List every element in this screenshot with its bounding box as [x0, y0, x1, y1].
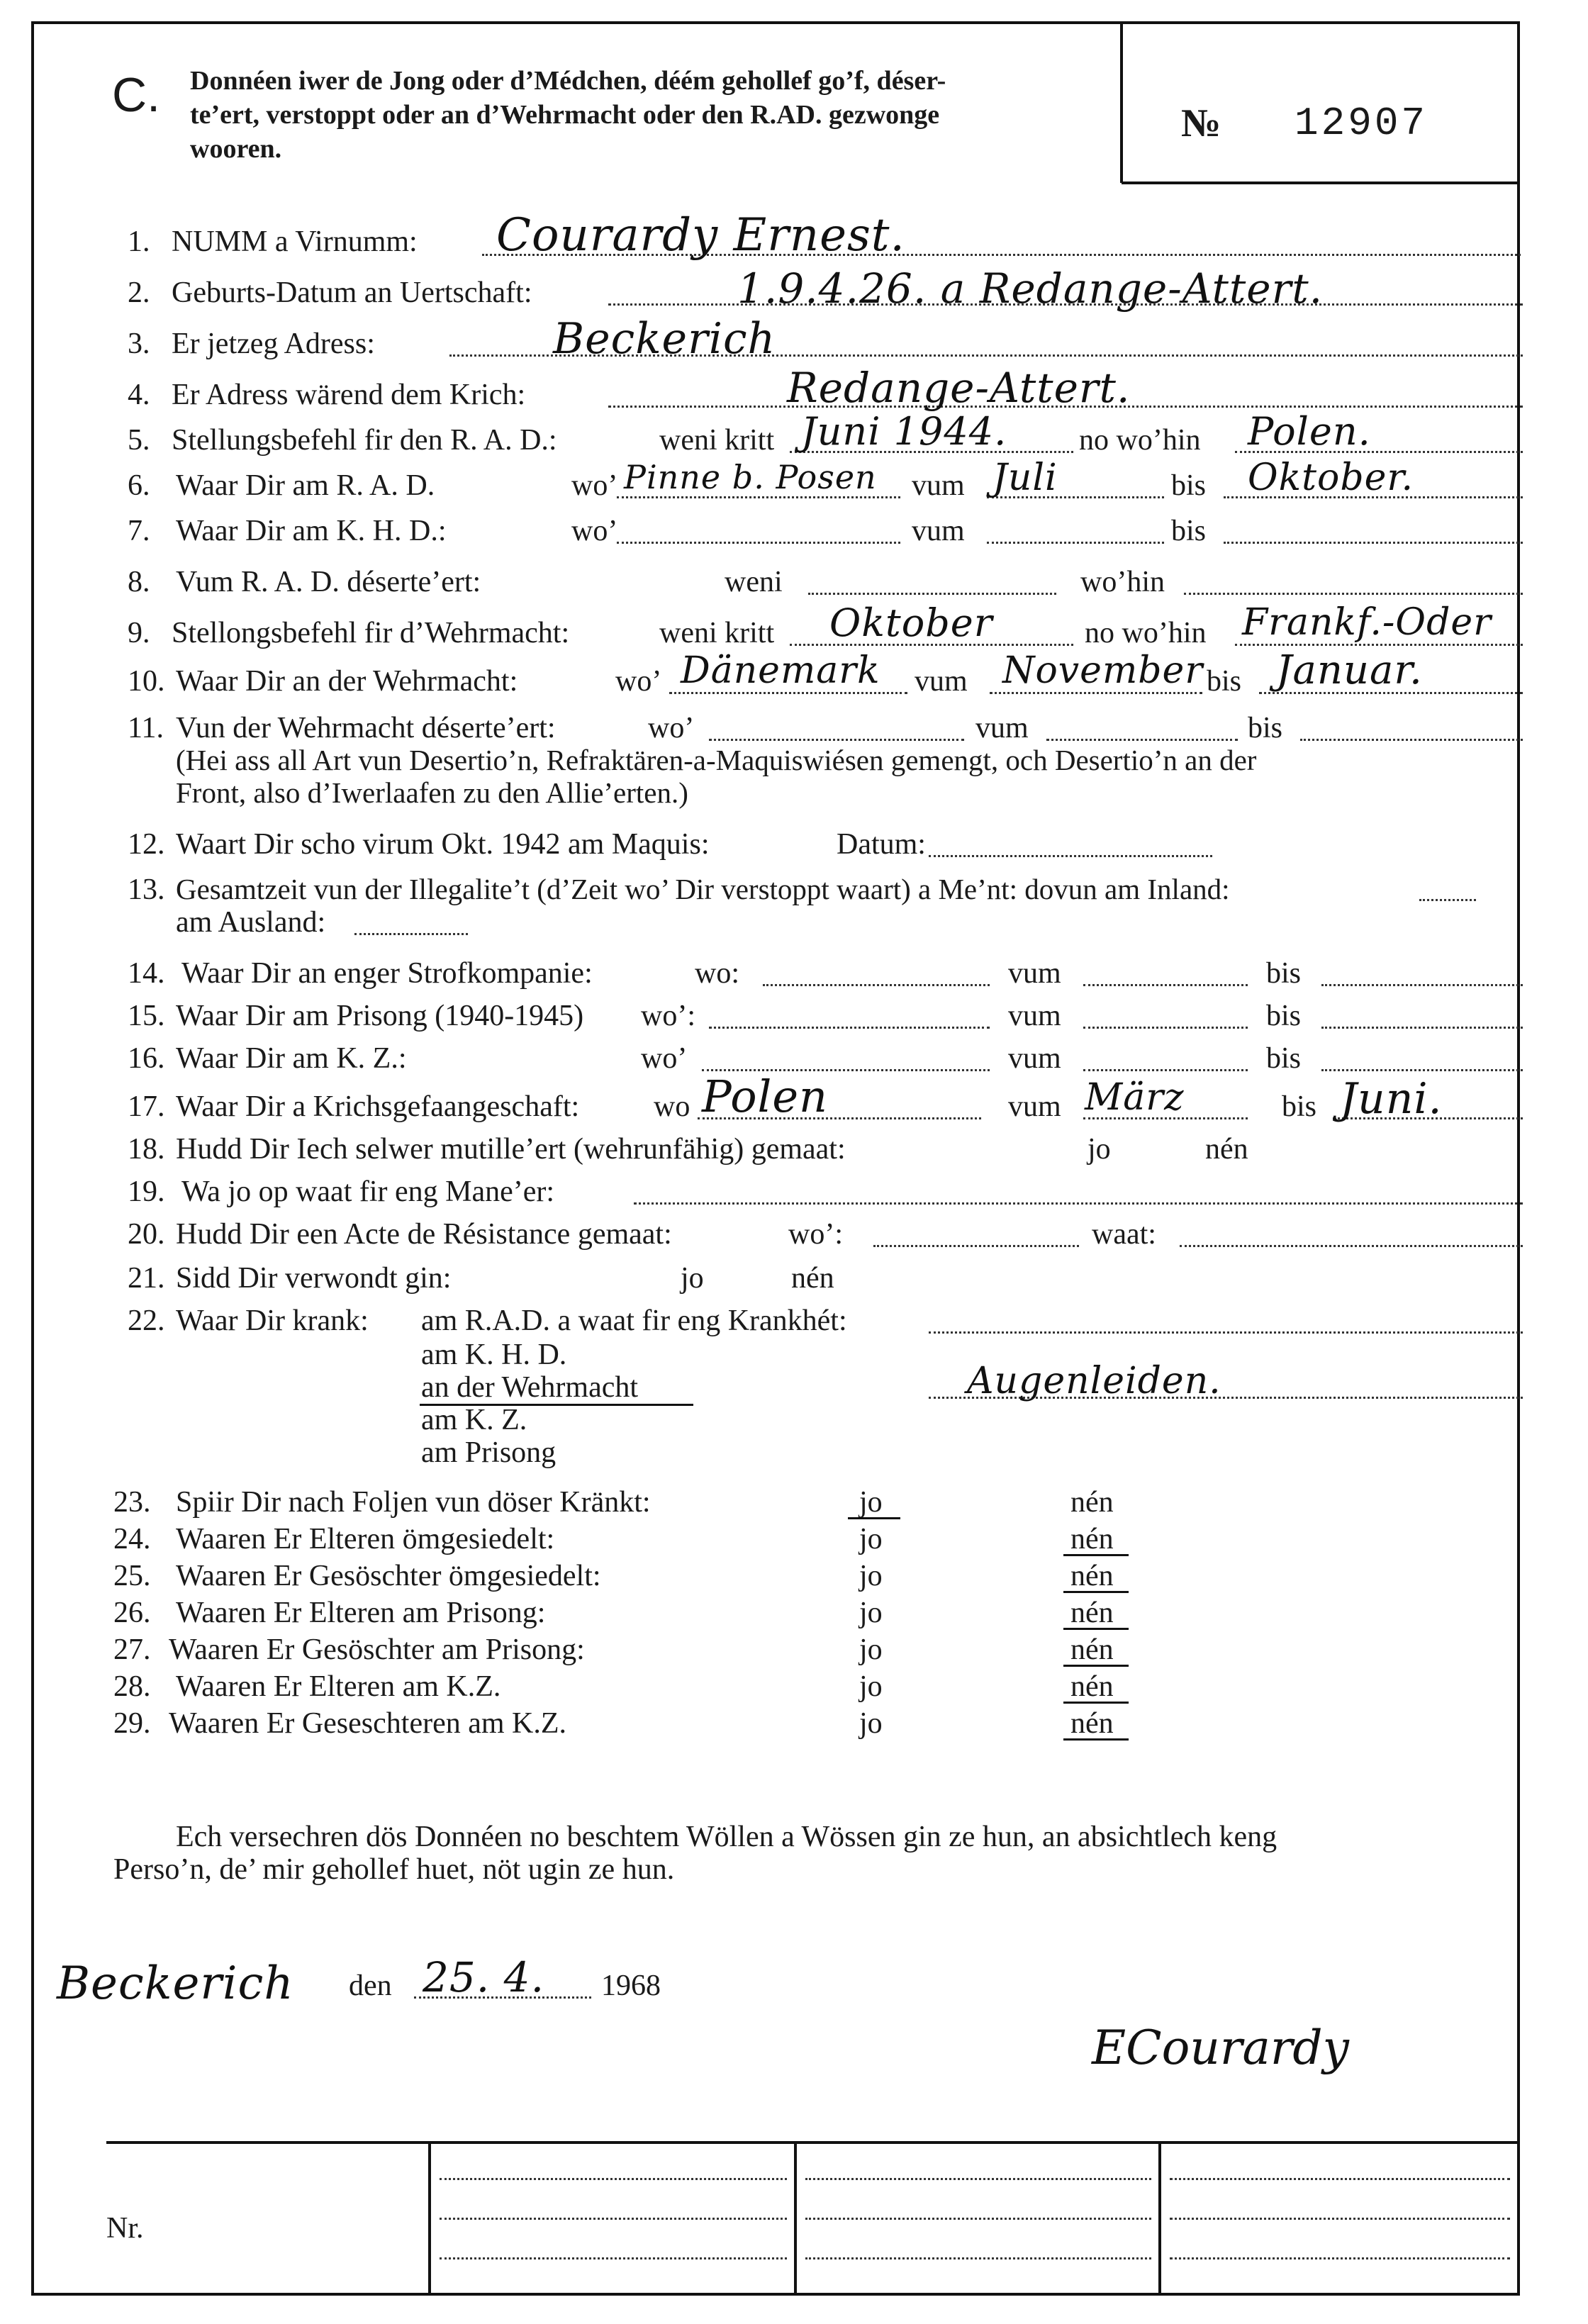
row-12-label: Waart Dir scho virum Okt. 1942 am Maquis: — [176, 828, 710, 861]
row-22-wehrmacht: an der Wehrmacht — [421, 1371, 639, 1404]
row-9-weni: weni kritt — [659, 617, 775, 649]
signature: ECourardy — [1092, 2021, 1349, 2075]
row-21-label: Sidd Dir verwondt gin: — [176, 1262, 452, 1295]
row-24-label: Waaren Er Elteren ömgesiedelt: — [176, 1523, 555, 1555]
row-28-label: Waaren Er Elteren am K.Z. — [176, 1670, 501, 1703]
row-6-label: Waar Dir am R. A. D. — [176, 469, 435, 502]
row-29-nen[interactable]: nén — [1070, 1707, 1114, 1740]
form-number: 12907 — [1295, 101, 1428, 146]
row-14-wo-line[interactable] — [763, 984, 990, 986]
row-22-rad: am R.A.D. a waat fir eng Krankhét: — [421, 1305, 847, 1337]
row-26-label: Waaren Er Elteren am Prisong: — [176, 1597, 546, 1629]
declaration-line-1: Ech versechren dös Donnéen no beschtem Wöllen a Wössen gin ze hun, an absichtlech keng — [176, 1821, 1277, 1853]
closing-year: 1968 — [601, 1970, 661, 2002]
row-22-label: Waar Dir krank: — [176, 1305, 369, 1337]
row-17-bis: bis — [1282, 1090, 1317, 1123]
row-7-label: Waar Dir am K. H. D.: — [176, 515, 447, 547]
row-18-jo[interactable]: jo — [1087, 1133, 1111, 1166]
row-10-vum-line[interactable] — [990, 692, 1202, 694]
row-24-jo[interactable]: jo — [859, 1523, 883, 1555]
row-9-where-handwriting: Frankf.-Oder — [1242, 601, 1492, 644]
row-18-nen[interactable]: nén — [1205, 1133, 1248, 1166]
row-13-label: Gesamtzeit vun der Illegalite’t (d’Zeit wo’ Dir verstoppt waart) a Me’nt: dovun am Inland: — [176, 873, 1230, 905]
row-9-nowohin: no wo’hin — [1085, 617, 1207, 649]
row-13-ausland: am Ausland: — [176, 906, 326, 939]
row-23-jo-underline — [848, 1517, 900, 1519]
row-11-note-1: (Hei ass all Art vun Desertio’n, Refraktären-a-Maquiswiésen gemengt, och Desertio’n an der — [176, 744, 1257, 776]
row-9-where-line[interactable] — [1235, 644, 1523, 646]
row-6-bis: bis — [1171, 469, 1207, 502]
row-29-nen-underline — [1063, 1738, 1129, 1741]
row-9-number: 9. — [128, 617, 150, 649]
row-19-number: 19. — [128, 1175, 165, 1208]
row-25-jo[interactable]: jo — [859, 1560, 883, 1592]
row-15-number: 15. — [128, 1000, 165, 1032]
row-23-label: Spiir Dir nach Foljen vun döser Kränkt: — [176, 1486, 651, 1519]
row-6-wo: wo’ — [571, 469, 618, 502]
row-20-wo-line[interactable] — [873, 1245, 1079, 1247]
row-5-nowohin: no wo’hin — [1079, 424, 1201, 457]
row-17-bis-handwriting: Juni. — [1340, 1074, 1443, 1124]
row-27-label: Waaren Er Gesöschter am Prisong: — [169, 1633, 585, 1666]
footer-cell-3-line-2[interactable] — [805, 2218, 1151, 2220]
footer-col-2 — [794, 2143, 797, 2296]
row-12-datum: Datum: — [837, 828, 926, 861]
declaration-line-2: Perso’n, de’ mir gehollef huet, nöt ugin ze hun. — [113, 1853, 675, 1886]
footer-cell-2-line-2[interactable] — [440, 2218, 787, 2220]
row-5-where-handwriting: Polen. — [1248, 409, 1371, 454]
row-22-kz: am K. Z. — [421, 1404, 527, 1436]
row-27-nen[interactable]: nén — [1070, 1633, 1114, 1666]
row-22-number: 22. — [128, 1305, 165, 1337]
row-27-jo[interactable]: jo — [859, 1633, 883, 1666]
row-8-weni: weni — [725, 566, 783, 598]
row-10-wo: wo’ — [615, 665, 662, 698]
row-16-number: 16. — [128, 1042, 165, 1075]
row-7-vum: vum — [912, 515, 965, 547]
row-11-vum-line[interactable] — [1046, 739, 1238, 741]
header-intro-line-2: te’ert, verstoppt oder an d’Wehrmacht oder den R.AD. gezwonge — [190, 100, 940, 130]
row-7-wo: wo’ — [571, 515, 618, 547]
row-11-wo: wo’ — [648, 712, 695, 744]
row-14-vum: vum — [1008, 957, 1061, 990]
row-15-vum: vum — [1008, 1000, 1061, 1032]
row-23-jo[interactable]: jo — [859, 1486, 883, 1519]
closing-den: den — [349, 1970, 392, 2002]
row-23-number: 23. — [113, 1486, 151, 1519]
row-11-vum: vum — [975, 712, 1029, 744]
footer-nr: Nr. — [106, 2212, 144, 2245]
row-4-number: 4. — [128, 379, 150, 411]
row-25-nen-underline — [1063, 1591, 1129, 1593]
row-2-number: 2. — [128, 276, 150, 309]
row-16-label: Waar Dir am K. Z.: — [176, 1042, 407, 1075]
row-23-nen[interactable]: nén — [1070, 1486, 1114, 1519]
row-24-nen[interactable]: nén — [1070, 1523, 1114, 1555]
row-26-number: 26. — [113, 1597, 151, 1629]
row-19-label: Wa jo op waat fir eng Mane’er: — [181, 1175, 555, 1208]
row-7-wo-line[interactable] — [617, 542, 900, 544]
footer-col-3 — [1158, 2143, 1161, 2296]
row-1-handwriting: Courardy Ernest. — [496, 209, 905, 262]
footer-cell-4-line-2[interactable] — [1170, 2218, 1510, 2220]
row-15-wo: wo’: — [641, 1000, 695, 1032]
row-15-label: Waar Dir am Prisong (1940-1945) — [176, 1000, 584, 1032]
row-1-label: NUMM a Virnumm: — [172, 225, 418, 258]
row-6-wo-line[interactable] — [617, 496, 900, 498]
row-11-label: Vun der Wehrmacht déserte’ert: — [176, 712, 556, 744]
row-20-wo: wo’: — [788, 1218, 843, 1251]
row-15-bis: bis — [1266, 1000, 1302, 1032]
row-10-bis-handwriting: Januar. — [1276, 647, 1423, 693]
row-14-bis: bis — [1266, 957, 1302, 990]
row-15-vum-line[interactable] — [1083, 1027, 1248, 1029]
row-21-nen[interactable]: nén — [791, 1262, 834, 1295]
header-intro-line-1: Donnéen iwer de Jong oder d’Médchen, déém gehollef go’f, déser- — [190, 66, 946, 96]
row-7-number: 7. — [128, 515, 150, 547]
row-7-vum-line[interactable] — [987, 542, 1164, 544]
row-15-bis-line[interactable] — [1321, 1027, 1523, 1029]
row-8-label: Vum R. A. D. déserte’ert: — [176, 566, 481, 598]
row-12-datum-line[interactable] — [929, 855, 1212, 857]
row-3-handwriting: Beckerich — [553, 314, 776, 364]
row-29-jo[interactable]: jo — [859, 1707, 883, 1740]
row-15-wo-line[interactable] — [709, 1027, 990, 1029]
footer-divider — [106, 2141, 1519, 2144]
row-29-label: Waaren Er Geseschteren am K.Z. — [169, 1707, 567, 1740]
row-22-khd: am K. H. D. — [421, 1339, 567, 1371]
row-28-nen-underline — [1063, 1702, 1129, 1704]
row-28-number: 28. — [113, 1670, 151, 1703]
row-18-number: 18. — [128, 1133, 165, 1166]
row-17-wo: wo — [654, 1090, 690, 1123]
row-6-vum-handwriting: Juli — [992, 457, 1058, 499]
row-17-wo-handwriting: Polen — [702, 1071, 828, 1122]
row-17-number: 17. — [128, 1090, 165, 1123]
row-16-wo: wo’ — [641, 1042, 688, 1075]
row-11-bis-line[interactable] — [1300, 739, 1523, 741]
row-10-wo-handwriting: Dänemark — [681, 649, 880, 692]
row-20-waat-line[interactable] — [1180, 1245, 1523, 1247]
row-25-label: Waaren Er Gesöschter ömgesiedelt: — [176, 1560, 601, 1592]
row-10-bis: bis — [1207, 665, 1242, 698]
row-25-nen[interactable]: nén — [1070, 1560, 1114, 1592]
row-10-number: 10. — [128, 665, 165, 698]
row-22-prisong: am Prisong — [421, 1436, 557, 1469]
row-7-bis: bis — [1171, 515, 1207, 547]
row-22-handwriting: Augenleiden. — [967, 1360, 1221, 1402]
row-8-wohin: wo’hin — [1080, 566, 1165, 598]
row-16-bis: bis — [1266, 1042, 1302, 1075]
row-24-number: 24. — [113, 1523, 151, 1555]
row-11-note-2: Front, also d’Iwerlaafen zu den Allie’erten.) — [176, 776, 688, 809]
row-14-wo: wo: — [695, 957, 739, 990]
row-8-number: 8. — [128, 566, 150, 598]
footer-cell-4-line-3[interactable] — [1170, 2257, 1510, 2259]
row-6-number: 6. — [128, 469, 150, 502]
row-22-rad-line[interactable] — [929, 1331, 1523, 1334]
header-intro-line-3: wooren. — [190, 134, 282, 164]
footer-cell-3-line-1[interactable] — [805, 2178, 1151, 2180]
row-11-number: 11. — [128, 712, 164, 744]
row-14-vum-line[interactable] — [1083, 984, 1248, 986]
row-26-nen[interactable]: nén — [1070, 1597, 1114, 1629]
row-19-line[interactable] — [634, 1202, 1523, 1205]
row-4-label: Er Adress wärend dem Krich: — [172, 379, 526, 411]
row-27-nen-underline — [1063, 1665, 1129, 1667]
row-1-number: 1. — [128, 225, 150, 258]
row-12-number: 12. — [128, 828, 165, 861]
footer-cell-3-line-3[interactable] — [805, 2257, 1151, 2259]
row-5-weni: weni kritt — [659, 424, 775, 457]
row-18-label: Hudd Dir Iech selwer mutille’ert (wehrunfähig) gemaat: — [176, 1133, 846, 1166]
row-21-number: 21. — [128, 1262, 165, 1295]
row-16-vum: vum — [1008, 1042, 1061, 1075]
footer-cell-2-line-1[interactable] — [440, 2178, 787, 2180]
section-letter: C. — [112, 68, 160, 122]
row-5-label: Stellungsbefehl fir den R. A. D.: — [172, 424, 557, 457]
row-6-vum: vum — [912, 469, 965, 502]
row-20-label: Hudd Dir een Acte de Résistance gemaat: — [176, 1218, 672, 1251]
row-13-inland-line[interactable] — [1419, 899, 1476, 901]
row-17-vum: vum — [1008, 1090, 1061, 1123]
row-29-number: 29. — [113, 1707, 151, 1740]
row-5-number: 5. — [128, 424, 150, 457]
row-2-label: Geburts-Datum an Uertschaft: — [172, 276, 532, 309]
row-9-when-handwriting: Oktober — [829, 600, 993, 645]
row-16-vum-line[interactable] — [1083, 1069, 1248, 1071]
row-9-label: Stellongsbefehl fir d’Wehrmacht: — [172, 617, 570, 649]
row-13-ausland-line[interactable] — [354, 933, 468, 935]
row-8-when-line[interactable] — [808, 593, 1056, 595]
row-7-bis-line[interactable] — [1224, 542, 1523, 544]
row-6-wo-handwriting: Pinne b. Posen — [624, 458, 877, 496]
row-3-label: Er jetzeg Adress: — [172, 328, 375, 360]
row-3-number: 3. — [128, 328, 150, 360]
row-27-number: 27. — [113, 1633, 151, 1666]
row-21-jo[interactable]: jo — [681, 1262, 704, 1295]
row-10-label: Waar Dir an der Wehrmacht: — [176, 665, 518, 698]
footer-col-1 — [428, 2143, 431, 2296]
row-17-label: Waar Dir a Krichsgefaangeschaft: — [176, 1090, 580, 1123]
row-10-vum: vum — [915, 665, 968, 698]
row-11-bis: bis — [1248, 712, 1283, 744]
row-16-bis-line[interactable] — [1321, 1069, 1523, 1071]
row-10-wo-line[interactable] — [669, 692, 907, 694]
row-20-waat: waat: — [1092, 1218, 1156, 1251]
header-number-divider — [1120, 21, 1123, 183]
row-2-handwriting: 1.9.4.26. a Redange-Attert. — [737, 264, 1324, 313]
row-14-label: Waar Dir an enger Strofkompanie: — [181, 957, 593, 990]
row-26-jo[interactable]: jo — [859, 1597, 883, 1629]
row-24-nen-underline — [1063, 1554, 1129, 1556]
number-sign: № — [1181, 101, 1221, 145]
row-11-wo-line[interactable] — [709, 739, 964, 741]
closing-date: 25. 4. — [423, 1953, 545, 2001]
row-5-when-handwriting: Juni 1944. — [801, 409, 1007, 454]
row-17-vum-handwriting: März — [1085, 1076, 1185, 1119]
row-8-where-line[interactable] — [1184, 593, 1523, 595]
footer-cell-2-line-3[interactable] — [440, 2257, 787, 2259]
row-14-bis-line[interactable] — [1321, 984, 1523, 986]
row-26-nen-underline — [1063, 1628, 1129, 1630]
closing-place: Beckerich — [57, 1957, 294, 2010]
row-28-jo[interactable]: jo — [859, 1670, 883, 1703]
row-28-nen[interactable]: nén — [1070, 1670, 1114, 1703]
row-10-vum-handwriting: November — [1002, 649, 1204, 692]
row-20-number: 20. — [128, 1218, 165, 1251]
row-4-handwriting: Redange-Attert. — [787, 364, 1131, 412]
footer-cell-4-line-1[interactable] — [1170, 2178, 1510, 2180]
row-6-bis-handwriting: Oktober. — [1248, 457, 1414, 499]
row-14-number: 14. — [128, 957, 165, 990]
header-divider — [1122, 181, 1519, 184]
row-25-number: 25. — [113, 1560, 151, 1592]
row-13-number: 13. — [128, 873, 165, 906]
